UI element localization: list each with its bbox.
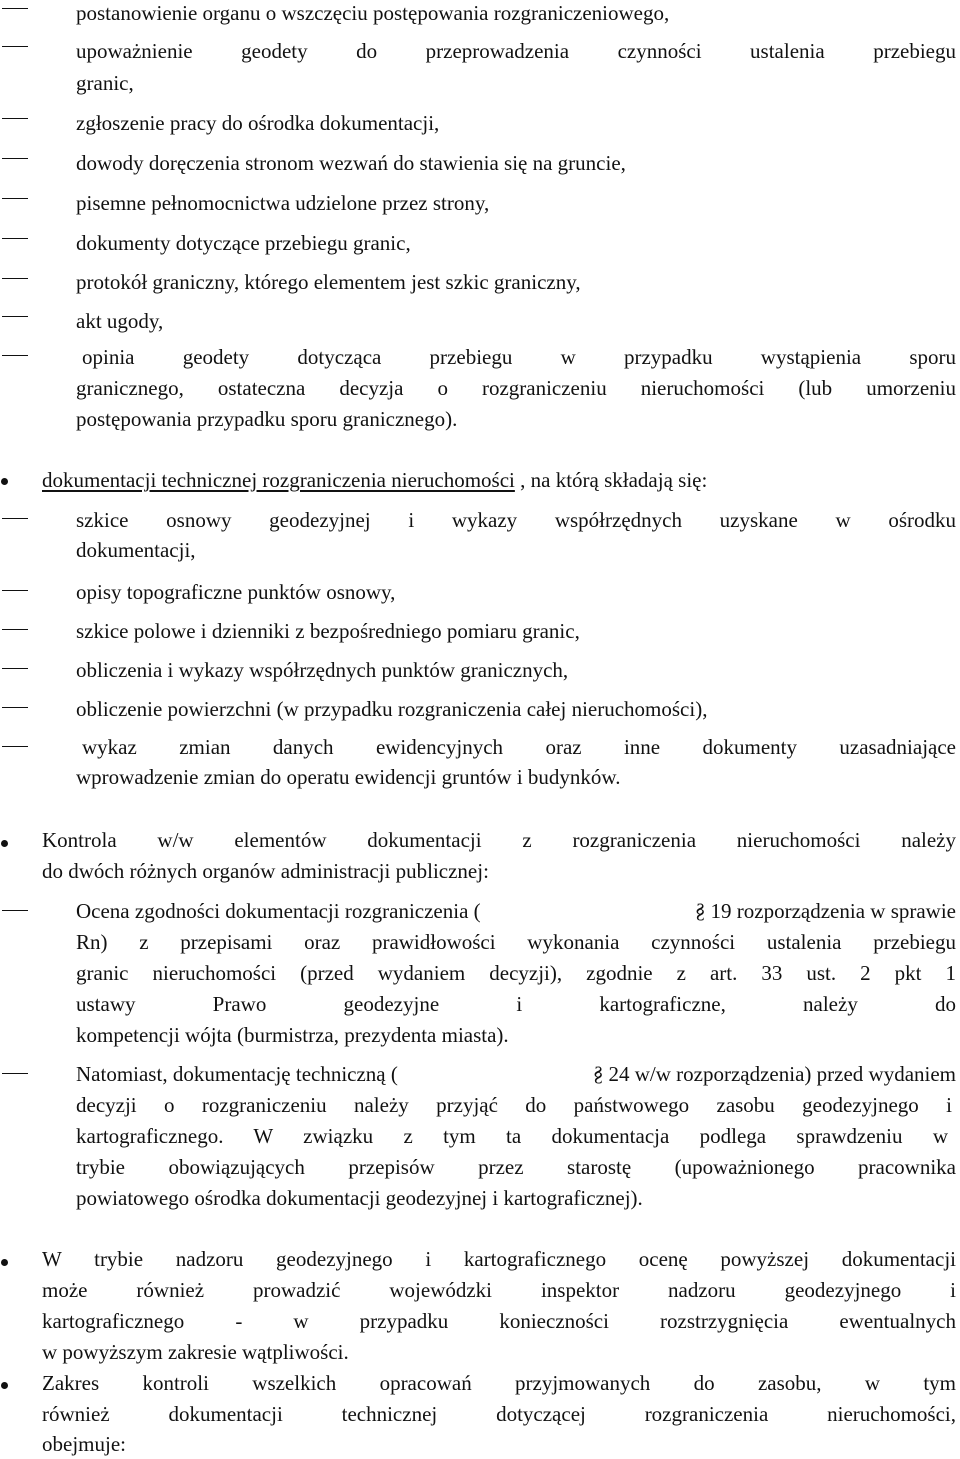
list-item-continuation: ustawy Prawo geodezyjne i kartograficzne, należy do xyxy=(76,992,956,1016)
dash-icon xyxy=(2,668,28,669)
list-item-continuation: wprowadzenie zmian do operatu ewidencji gruntów i budynków. xyxy=(76,765,621,789)
paragraph-line: do dwóch różnych organów administracji publicznej: xyxy=(42,859,489,883)
section-sign-icon: § xyxy=(694,899,706,923)
heading-rest: , na którą składają się: xyxy=(514,468,708,492)
section-sign-icon: § xyxy=(592,1062,604,1086)
list-item-continuation: granicznego, ostateczna decyzja o rozgraniczeniu nieruchomości (lub umorzeniu xyxy=(76,376,956,400)
list-item-continuation: decyzji o rozgraniczeniu należy przyjąć do państwowego zasobu geodezyjnego i xyxy=(76,1093,952,1117)
list-item-continuation: postępowania przypadku sporu granicznego). xyxy=(76,407,458,431)
dash-icon xyxy=(2,278,28,279)
b1-pre: Natomiast, dokumentację techniczną ( xyxy=(76,1062,398,1086)
list-item: protokół graniczny, którego elementem jest szkic graniczny, xyxy=(76,270,581,294)
section-heading xyxy=(42,465,707,495)
paragraph-line: w powyższym zakresie wątpliwości. xyxy=(42,1340,349,1364)
bullet-dot-icon xyxy=(1,840,8,847)
dash-icon xyxy=(2,629,28,630)
list-item: szkice osnowy geodezyjnej i wykazy współrzędnych uzyskane w ośrodku xyxy=(76,508,956,532)
list-item: obliczenie powierzchni (w przypadku rozgraniczenia całej nieruchomości), xyxy=(76,697,708,721)
bullet-dot-icon xyxy=(1,1382,8,1389)
list-item-continuation: powiatowego ośrodka dokumentacji geodezyjnej i kartograficznej). xyxy=(76,1186,643,1210)
b1-section: § 24 w/w rozporządzenia) przed wydaniem xyxy=(593,1059,956,1089)
list-item: dokumenty dotyczące przebiegu granic, xyxy=(76,231,411,255)
paragraph-line: może również prowadzić wojewódzki inspektor nadzoru geodezyjnego i xyxy=(42,1278,956,1302)
bullet-dot-icon xyxy=(1,478,8,485)
paragraph-line: Kontrola w/w elementów dokumentacji z rozgraniczenia nieruchomości należy xyxy=(42,828,956,852)
list-item xyxy=(76,896,956,926)
paragraph-line: Zakres kontroli wszelkich opracowań przyjmowanych do zasobu, w tym xyxy=(42,1371,956,1395)
list-item: opinia geodety dotycząca przebiegu w przypadku wystąpienia sporu xyxy=(82,345,956,369)
a1-section: § 19 rozporządzenia w sprawie xyxy=(695,896,956,926)
list-item-continuation: granic, xyxy=(76,71,134,95)
dash-icon xyxy=(2,746,28,747)
dash-icon xyxy=(2,198,28,199)
list-item: dowody doręczenia stronom wezwań do stawienia się na gruncie, xyxy=(76,151,626,175)
list-item: obliczenia i wykazy współrzędnych punktów granicznych, xyxy=(76,658,569,682)
dash-icon xyxy=(2,1073,28,1074)
list-item: wykaz zmian danych ewidencyjnych oraz inne dokumenty uzasadniające xyxy=(82,735,956,759)
dash-icon xyxy=(2,46,28,47)
list-item: upoważnienie geodety do przeprowadzenia czynności ustalenia przebiegu xyxy=(76,39,956,63)
list-item-continuation: kartograficznego. W związku z tym ta dokumentacja podlega sprawdzeniu w xyxy=(76,1124,948,1148)
list-item-continuation: granic nieruchomości (przed wydaniem decyzji), zgodnie z art. 33 ust. 2 pkt 1 xyxy=(76,961,956,985)
dash-icon xyxy=(2,8,28,9)
dash-icon xyxy=(2,158,28,159)
dash-icon xyxy=(2,910,28,911)
paragraph-line: W trybie nadzoru geodezyjnego i kartograficznego ocenę powyższej dokumentacji xyxy=(42,1247,956,1271)
dash-icon xyxy=(2,518,28,519)
dash-icon xyxy=(2,590,28,591)
list-item-continuation: Rn) z przepisami oraz prawidłowości wykonania czynności ustalenia przebiegu xyxy=(76,930,956,954)
list-item: opisy topograficzne punktów osnowy, xyxy=(76,580,396,604)
list-item: pisemne pełnomocnictwa udzielone przez strony, xyxy=(76,191,490,215)
list-item: postanowienie organu o wszczęciu postępowania rozgraniczeniowego, xyxy=(76,1,670,25)
paragraph-line: obejmuje: xyxy=(42,1432,126,1456)
list-item: szkice polowe i dzienniki z bezpośredniego pomiaru granic, xyxy=(76,619,580,643)
list-item-continuation: dokumentacji, xyxy=(76,538,196,562)
dash-icon xyxy=(2,238,28,239)
list-item xyxy=(76,1059,956,1089)
a1-pre: Ocena zgodności dokumentacji rozgraniczenia ( xyxy=(76,899,481,923)
list-item-continuation: kompetencji wójta (burmistrza, prezydenta miasta). xyxy=(76,1023,509,1047)
list-item: zgłoszenie pracy do ośrodka dokumentacji, xyxy=(76,111,440,135)
heading-underlined: dokumentacji technicznej rozgraniczenia nieruchomości xyxy=(42,468,515,492)
dash-icon xyxy=(2,355,28,356)
paragraph-line: również dokumentacji technicznej dotyczącej rozgraniczenia nieruchomości, xyxy=(42,1402,956,1426)
dash-icon xyxy=(2,118,28,119)
list-item: akt ugody, xyxy=(76,309,164,333)
dash-icon xyxy=(2,316,28,317)
bullet-dot-icon xyxy=(1,1259,8,1266)
paragraph-line: kartograficznego - w przypadku konieczności rozstrzygnięcia ewentualnych xyxy=(42,1309,956,1333)
dash-icon xyxy=(2,707,28,708)
list-item-continuation: trybie obowiązujących przepisów przez starostę (upoważnionego pracownika xyxy=(76,1155,956,1179)
